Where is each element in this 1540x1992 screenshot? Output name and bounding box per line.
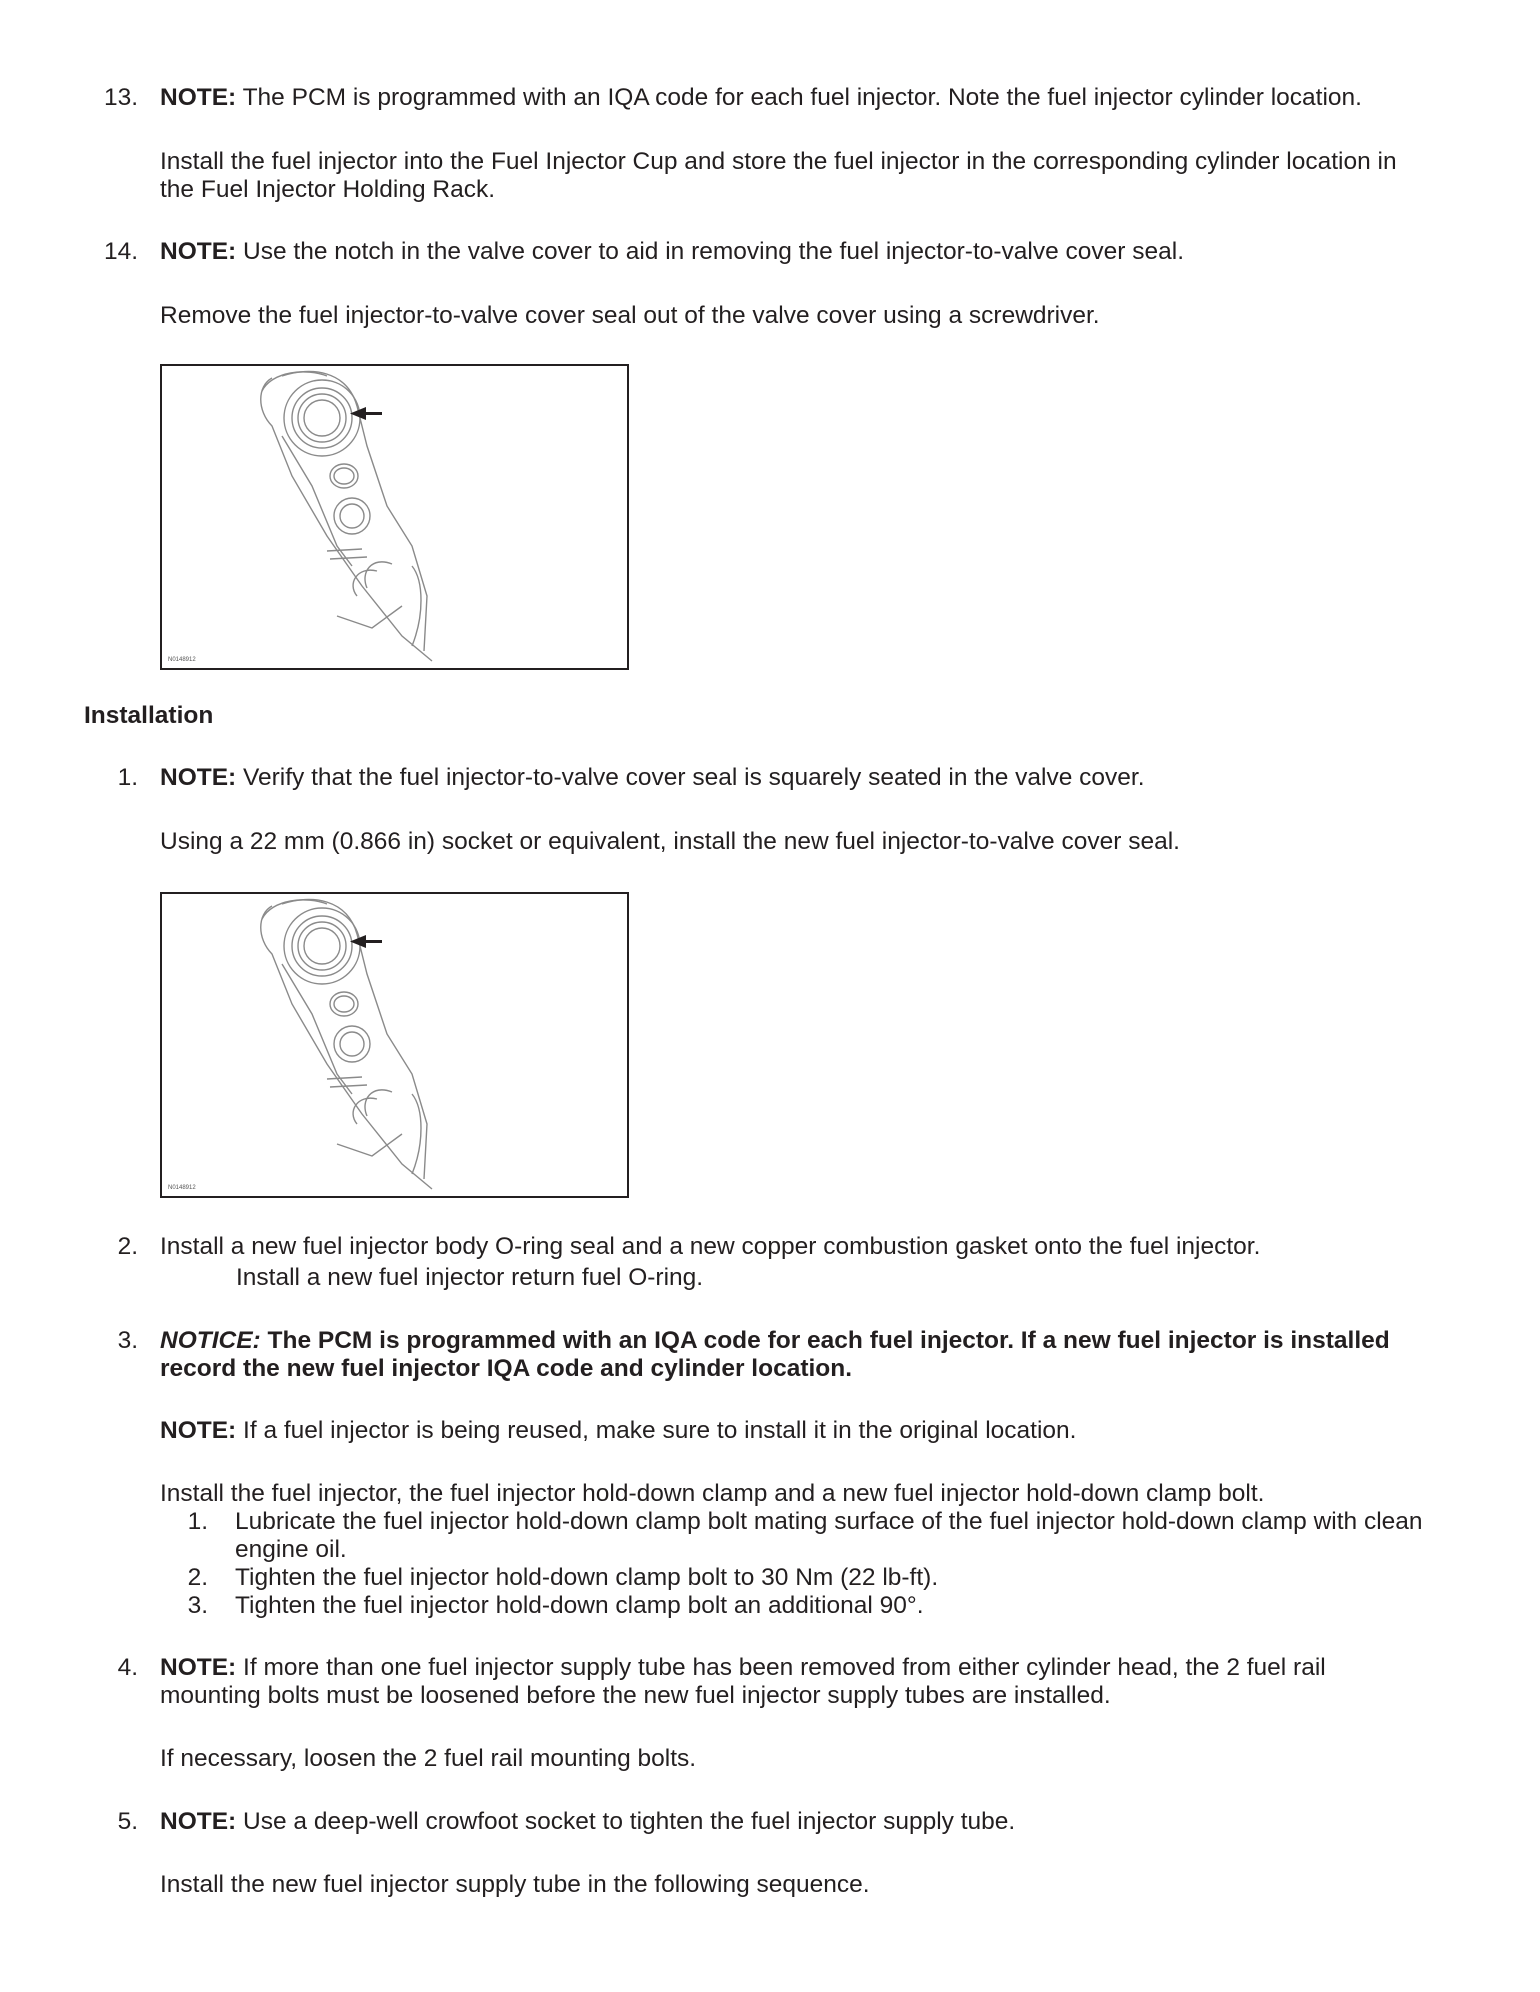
- step-number: 2.: [117, 1233, 138, 1260]
- step-number: 5.: [117, 1808, 138, 1835]
- note-text: If a fuel injector is being reused, make sure to install it in the original location.: [236, 1417, 1077, 1444]
- notice-line: record the new fuel injector IQA code and cylinder location.: [160, 1355, 853, 1382]
- step-body-line: Install the fuel injector into the Fuel Injector Cup and store the fuel injector in the corresponding cylinder location in: [160, 148, 1397, 175]
- step-body-line: Install the new fuel injector supply tube in the following sequence.: [160, 1871, 870, 1898]
- substep-number: 2.: [187, 1564, 208, 1591]
- step-line: Install a new fuel injector body O-ring seal and a new copper combustion gasket onto the fuel injector.: [160, 1233, 1261, 1260]
- step-note-line: mounting bolts must be loosened before the new fuel injector supply tubes are installed.: [160, 1682, 1111, 1709]
- note-text: The PCM is programmed with an IQA code for each fuel injector. Note the fuel injector cylinder location.: [236, 84, 1362, 111]
- step-note: [160, 1808, 1015, 1836]
- step-number: 3.: [117, 1327, 138, 1354]
- step-body-line: Install the fuel injector, the fuel injector hold-down clamp and a new fuel injector hold-down clamp bolt.: [160, 1480, 1265, 1507]
- step-body-line: Using a 22 mm (0.866 in) socket or equivalent, install the new fuel injector-to-valve cover seal.: [160, 828, 1180, 855]
- step-note: [160, 764, 1145, 792]
- step-body-line: the Fuel Injector Holding Rack.: [160, 176, 495, 203]
- figure-label: N0148912: [168, 657, 196, 663]
- substep-line: Tighten the fuel injector hold-down clamp bolt an additional 90°.: [235, 1592, 924, 1619]
- step-number: 14.: [103, 238, 138, 265]
- seal-install-figure: [160, 892, 629, 1198]
- note-label: NOTE:: [160, 84, 237, 111]
- note-label: NOTE:: [160, 1654, 237, 1681]
- step-note: [160, 238, 1184, 266]
- substep-number: 3.: [187, 1592, 208, 1619]
- notice-line: [160, 1327, 1390, 1355]
- substep-line: engine oil.: [235, 1536, 347, 1563]
- substep-number: 1.: [187, 1508, 208, 1535]
- section-heading: Installation: [84, 702, 214, 729]
- step-line: Install a new fuel injector return fuel O-ring.: [236, 1264, 704, 1291]
- notice-text: The PCM is programmed with an IQA code for each fuel injector. If a new fuel injector is installed: [260, 1327, 1390, 1354]
- step-note: [160, 1417, 1076, 1445]
- step-note: [160, 84, 1362, 112]
- substep-line: Lubricate the fuel injector hold-down clamp bolt mating surface of the fuel injector hold-down clamp with clean: [235, 1508, 1423, 1535]
- valve-cover-illustration: [162, 894, 627, 1196]
- step-number: 4.: [117, 1654, 138, 1681]
- note-label: NOTE:: [160, 1417, 237, 1444]
- step-body-line: Remove the fuel injector-to-valve cover seal out of the valve cover using a screwdriver.: [160, 302, 1100, 329]
- notice-label: NOTICE:: [160, 1327, 261, 1354]
- figure-label: N0148912: [168, 1185, 196, 1191]
- note-text: Verify that the fuel injector-to-valve cover seal is squarely seated in the valve cover.: [236, 764, 1145, 791]
- note-label: NOTE:: [160, 764, 237, 791]
- note-text: If more than one fuel injector supply tube has been removed from either cylinder head, the 2 fuel rail: [236, 1654, 1326, 1681]
- valve-cover-seal-figure: [160, 364, 629, 670]
- note-text: Use the notch in the valve cover to aid in removing the fuel injector-to-valve cover seal.: [236, 238, 1185, 265]
- step-number: 13.: [103, 84, 138, 111]
- note-text: Use a deep-well crowfoot socket to tighten the fuel injector supply tube.: [236, 1808, 1016, 1835]
- valve-cover-illustration: [162, 366, 627, 668]
- step-note: [160, 1654, 1326, 1682]
- step-body-line: If necessary, loosen the 2 fuel rail mounting bolts.: [160, 1745, 697, 1772]
- note-label: NOTE:: [160, 238, 237, 265]
- substep-line: Tighten the fuel injector hold-down clamp bolt to 30 Nm (22 lb-ft).: [235, 1564, 939, 1591]
- note-label: NOTE:: [160, 1808, 237, 1835]
- step-number: 1.: [117, 764, 138, 791]
